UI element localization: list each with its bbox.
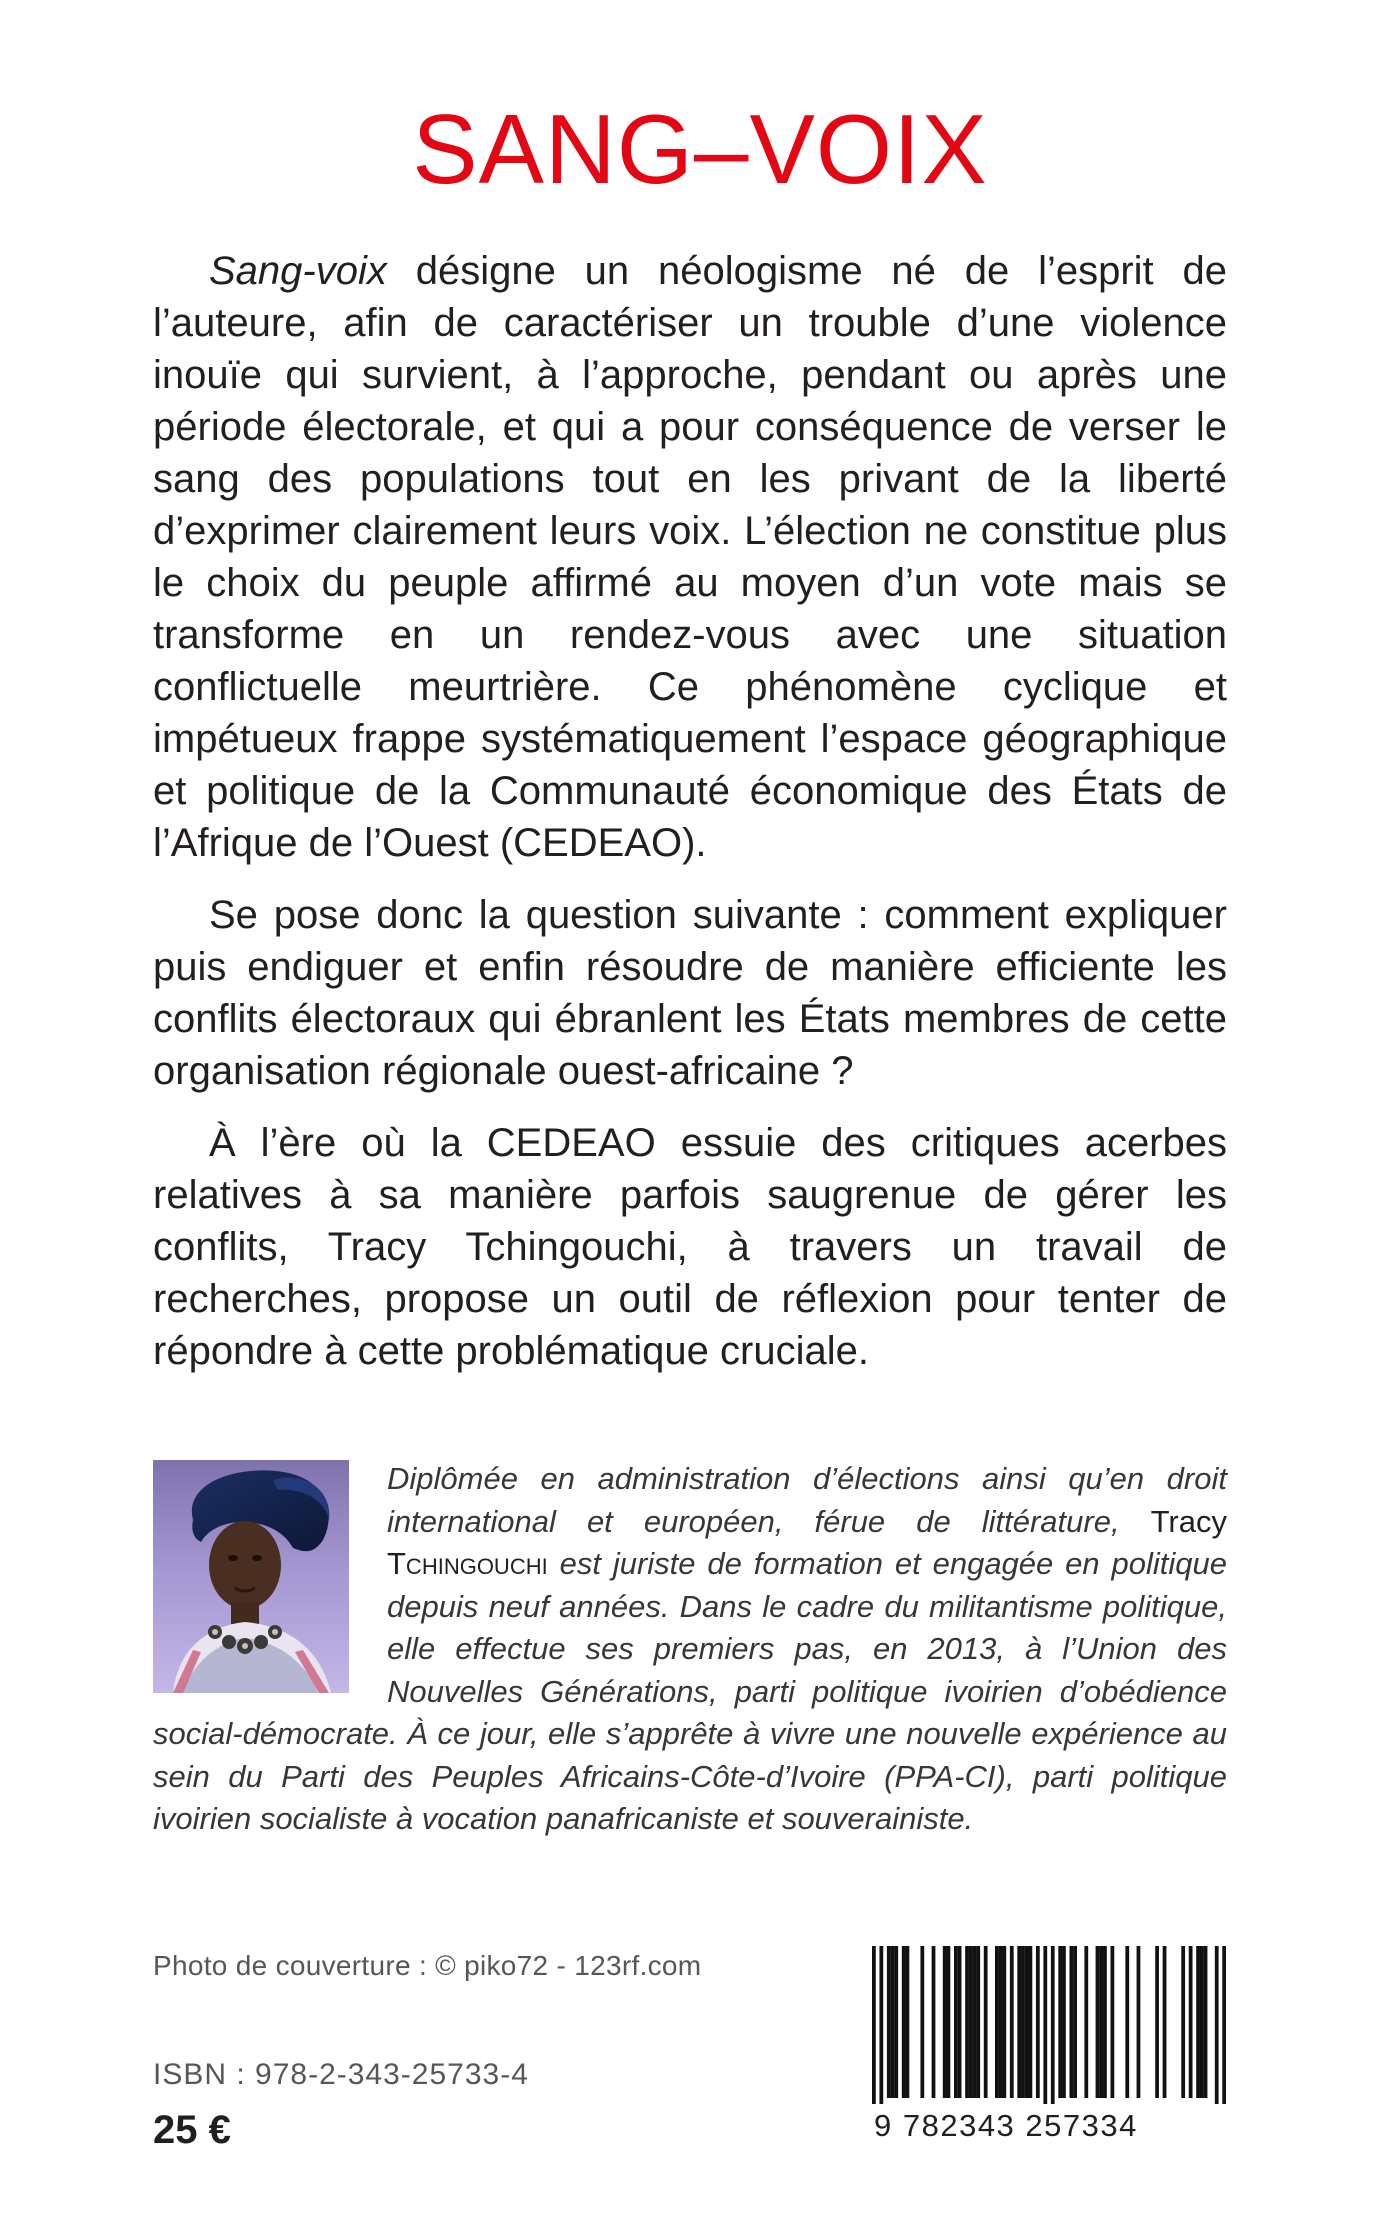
barcode-bar xyxy=(1025,1946,1029,2098)
author-photo xyxy=(153,1460,349,1693)
barcode-bar xyxy=(965,1946,969,2098)
author-last-name: Tchingouchi xyxy=(387,1546,548,1581)
barcode-bar xyxy=(1010,1946,1014,2098)
barcode-bar xyxy=(943,1946,947,2098)
barcode-bar xyxy=(947,1946,951,2098)
barcode-icon xyxy=(872,1946,1226,2104)
barcode-bar xyxy=(1043,1946,1047,2104)
barcode-bar xyxy=(1069,1946,1073,2098)
synopsis-paragraph-2: Se pose donc la question suivante : comment expliquer puis endiguer et enfin résoudre de manière efficiente les conflits électoraux qui ébranlent les États membres de cette organisation régionale ouest-africaine ? xyxy=(153,893,1227,1093)
barcode-bar xyxy=(1155,1946,1159,2098)
barcode-bar xyxy=(1110,1946,1114,2098)
isbn: ISBN : 978-2-343-25733-4 xyxy=(153,2058,529,2091)
barcode-bar xyxy=(1062,1946,1066,2098)
barcode-bar xyxy=(1215,1946,1219,2104)
bio-text-end: est juriste de formation et engagée en politique depuis neuf années. Dans le cadre du militantisme politique, elle effectue ses premiers pas, en 2013, à l’Union des Nouvelles Générations, parti politique ivoirien d’obédience social-démocrate. À ce jour, elle s’apprête à vivre une nouvelle expérience au sein du Parti des Peuples Africains-Côte-d’Ivoire (PPA-CI), parti politique ivoirien socialiste à vocation panafricaniste et souverainiste. xyxy=(153,1546,1227,1836)
synopsis-paragraph-3: À l’ère où la CEDEAO essuie des critiques acerbes relatives à sa manière parfois saugrenue de gérer les conflits, Tracy Tchingouchi, à travers un travail de recherches, propose un outil de réflexion pour tenter de répondre à cette problématique cruciale. xyxy=(153,1121,1227,1373)
barcode-bar xyxy=(1163,1946,1167,2098)
barcode-bar xyxy=(1036,1946,1040,2098)
barcode-bar xyxy=(969,1946,973,2098)
barcode-bar xyxy=(1073,1946,1077,2098)
barcode-bar xyxy=(1181,1946,1185,2098)
barcode-bar xyxy=(1137,1946,1141,2098)
synopsis-paragraph-1 xyxy=(153,245,1227,869)
barcode-bar xyxy=(976,1946,980,2098)
barcode-bar xyxy=(984,1946,988,2098)
neologism-term: Sang-voix xyxy=(209,249,387,293)
synopsis-paragraph-1-text: désigne un néologisme né de l’esprit de l’auteure, afin de caractériser un trouble d’une violence inouïe qui survient, à l’approche, pendant ou après une période électorale, et qui a pour conséquence de verser le sang des populations tout en les privant de la liberté d’exprimer clairement leurs voix. L’élection ne constitue plus le choix du peuple affirmé au moyen d’un vote mais se transforme en un rendez-vous avec une situation conflictuelle meurtrière. Ce phénomène cyclique et impétueux frappe systématiquement l’espace géographique et politique de la Communauté économique des États de l’Afrique de l’Ouest (CEDEAO). xyxy=(153,249,1227,865)
barcode-bar xyxy=(1099,1946,1103,2098)
barcode-bar xyxy=(879,1946,883,2104)
barcode-bar xyxy=(891,1946,895,2098)
barcode-digits: 9 782343 257334 xyxy=(874,2108,1138,2143)
author-bio-section xyxy=(153,1458,1227,1841)
barcode-bar xyxy=(920,1946,924,2098)
barcode-bar xyxy=(999,1946,1003,2098)
barcode-bar xyxy=(954,1946,958,2098)
barcode-bar xyxy=(958,1946,962,2098)
barcode-bar xyxy=(872,1946,876,2104)
barcode-bar xyxy=(1204,1946,1208,2098)
barcode-bar xyxy=(1017,1946,1021,2098)
barcode-bar xyxy=(932,1946,936,2098)
barcode-bar xyxy=(902,1946,906,2098)
barcode-bar xyxy=(1084,1946,1088,2098)
book-title: SANG–VOIX xyxy=(412,94,988,204)
synopsis xyxy=(153,245,1227,1397)
barcode-bar xyxy=(1222,1946,1226,2104)
barcode-bar xyxy=(1103,1946,1107,2098)
barcode-bar xyxy=(906,1946,910,2098)
barcode-bar xyxy=(1196,1946,1200,2098)
photo-credit: Photo de couverture : © piko72 - 123rf.com xyxy=(153,1950,702,1981)
barcode-bar xyxy=(894,1946,898,2098)
barcode-bar xyxy=(1021,1946,1025,2098)
barcode-bar xyxy=(1058,1946,1062,2098)
barcode-bar xyxy=(887,1946,891,2098)
barcode-bar xyxy=(1125,1946,1129,2098)
barcode-bar xyxy=(1051,1946,1055,2104)
barcode-bar xyxy=(1002,1946,1006,2098)
author-first-name: Tracy xyxy=(1150,1503,1227,1539)
bio-text-start: Diplômée en administration d’élections ainsi qu’en droit international et européen, férue de littérature, xyxy=(387,1461,1227,1539)
barcode-bar xyxy=(995,1946,999,2098)
barcode-bar xyxy=(1096,1946,1100,2098)
price: 25 € xyxy=(153,2108,231,2152)
barcode-bar xyxy=(1189,1946,1193,2098)
barcode-bar xyxy=(973,1946,977,2098)
author-portrait-icon xyxy=(153,1460,349,1693)
barcode-bar xyxy=(1200,1946,1204,2098)
barcode-bar xyxy=(1029,1946,1033,2098)
